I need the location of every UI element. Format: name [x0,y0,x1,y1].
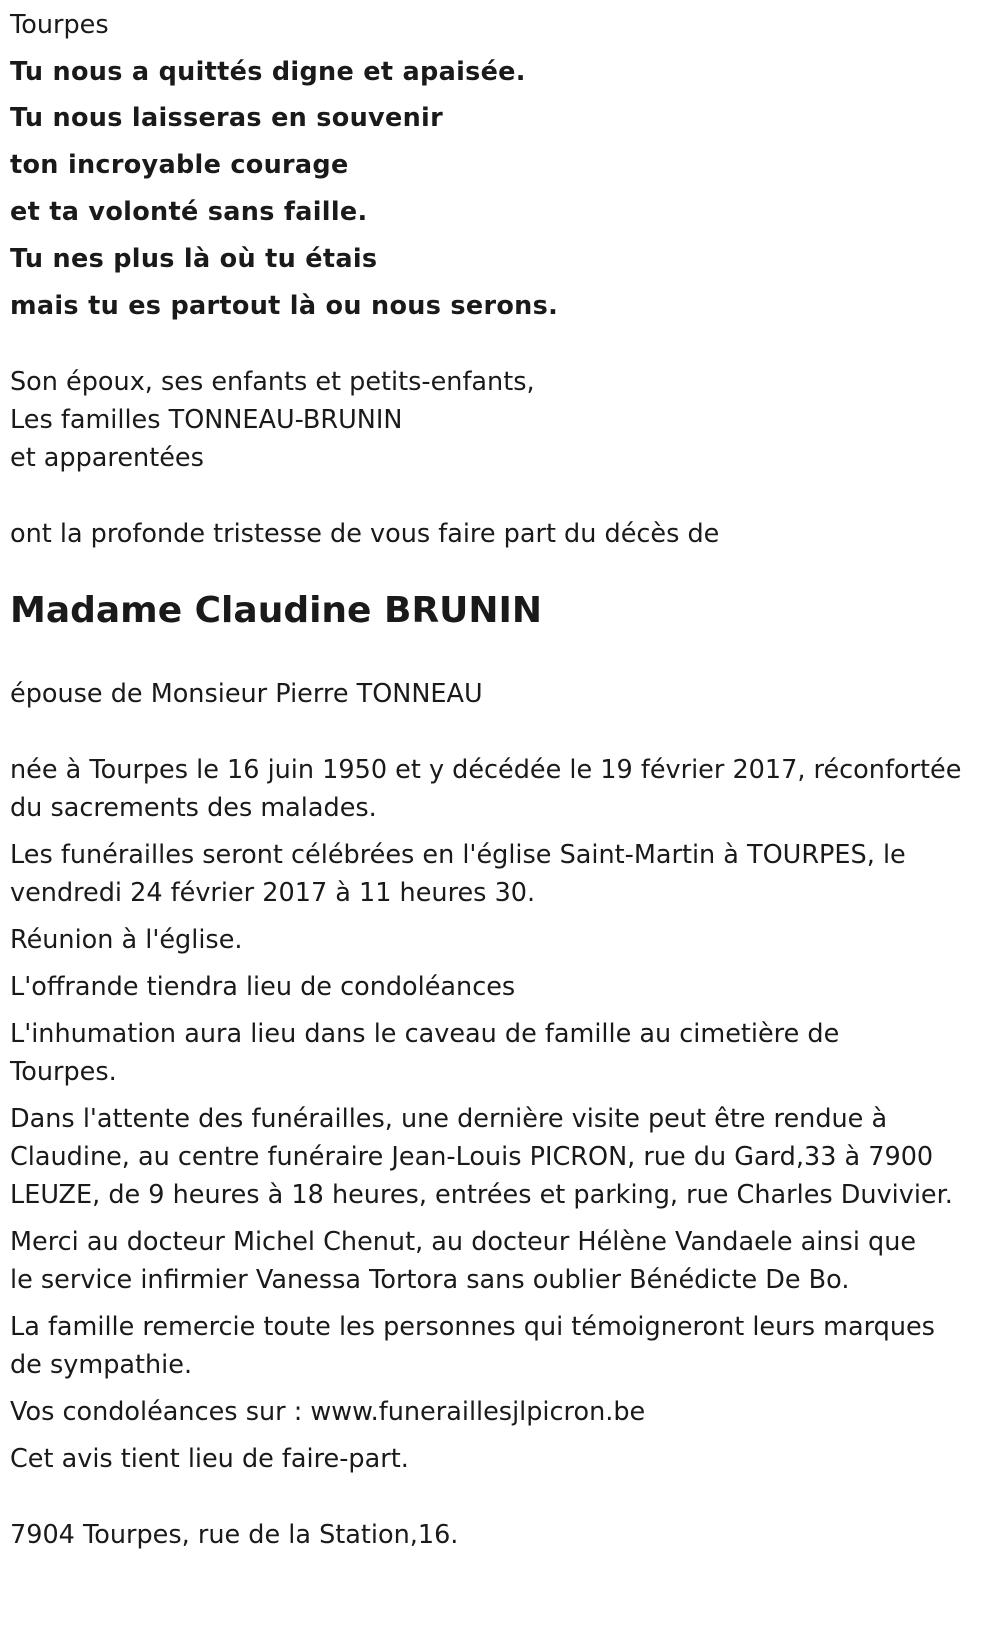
detail-line: LEUZE, de 9 heures à 18 heures, entrées et parking, rue Charles Duvivier. [10,1180,953,1210]
detail-line: Claudine, au centre funéraire Jean-Louis PICRON, rue du Gard,33 à 7900 [10,1142,934,1172]
poem-line: ton incroyable courage [10,150,349,180]
family-line: Son époux, ses enfants et petits-enfants, [10,367,535,397]
detail-line: Réunion à l'église. [10,925,243,955]
detail-line: Cet avis tient lieu de faire-part. [10,1444,409,1474]
poem-line: mais tu es partout là ou nous serons. [10,291,559,321]
poem-line: et ta volonté sans faille. [10,197,368,227]
detail-line: le service infirmier Vanessa Tortora sans oublier Bénédicte De Bo. [10,1265,850,1295]
poem-line: Tu nes plus là où tu étais [10,244,378,274]
family-line: et apparentées [10,443,204,473]
detail-line: Merci au docteur Michel Chenut, au docteur Hélène Vandaele ainsi que [10,1227,917,1257]
address-line: 7904 Tourpes, rue de la Station,16. [10,1520,459,1550]
detail-line: Tourpes. [10,1057,117,1087]
detail-line: vendredi 24 février 2017 à 11 heures 30. [10,878,536,908]
announcement-text: ont la profonde tristesse de vous faire part du décès de [10,519,720,549]
poem-line: Tu nous a quittés digne et apaisée. [10,57,526,87]
detail-line: La famille remercie toute les personnes qui témoigneront leurs marques [10,1312,935,1342]
detail-line: du sacrements des malades. [10,793,377,823]
location-header: Tourpes [10,10,109,40]
spouse-line: épouse de Monsieur Pierre TONNEAU [10,679,483,709]
poem-line: Tu nous laisseras en souvenir [10,103,443,133]
detail-line: L'offrande tiendra lieu de condoléances [10,972,516,1002]
detail-line: de sympathie. [10,1350,193,1380]
detail-line: L'inhumation aura lieu dans le caveau de famille au cimetière de [10,1019,840,1049]
detail-line: née à Tourpes le 16 juin 1950 et y décédée le 19 février 2017, réconfortée [10,755,962,785]
family-line: Les familles TONNEAU-BRUNIN [10,405,403,435]
detail-line: Les funérailles seront célébrées en l'église Saint-Martin à TOURPES, le [10,840,906,870]
detail-line: Dans l'attente des funérailles, une dernière visite peut être rendue à [10,1104,888,1134]
deceased-name: Madame Claudine BRUNIN [10,590,543,631]
condolences-line: Vos condoléances sur : www.funeraillesjlpicron.be [10,1397,646,1427]
